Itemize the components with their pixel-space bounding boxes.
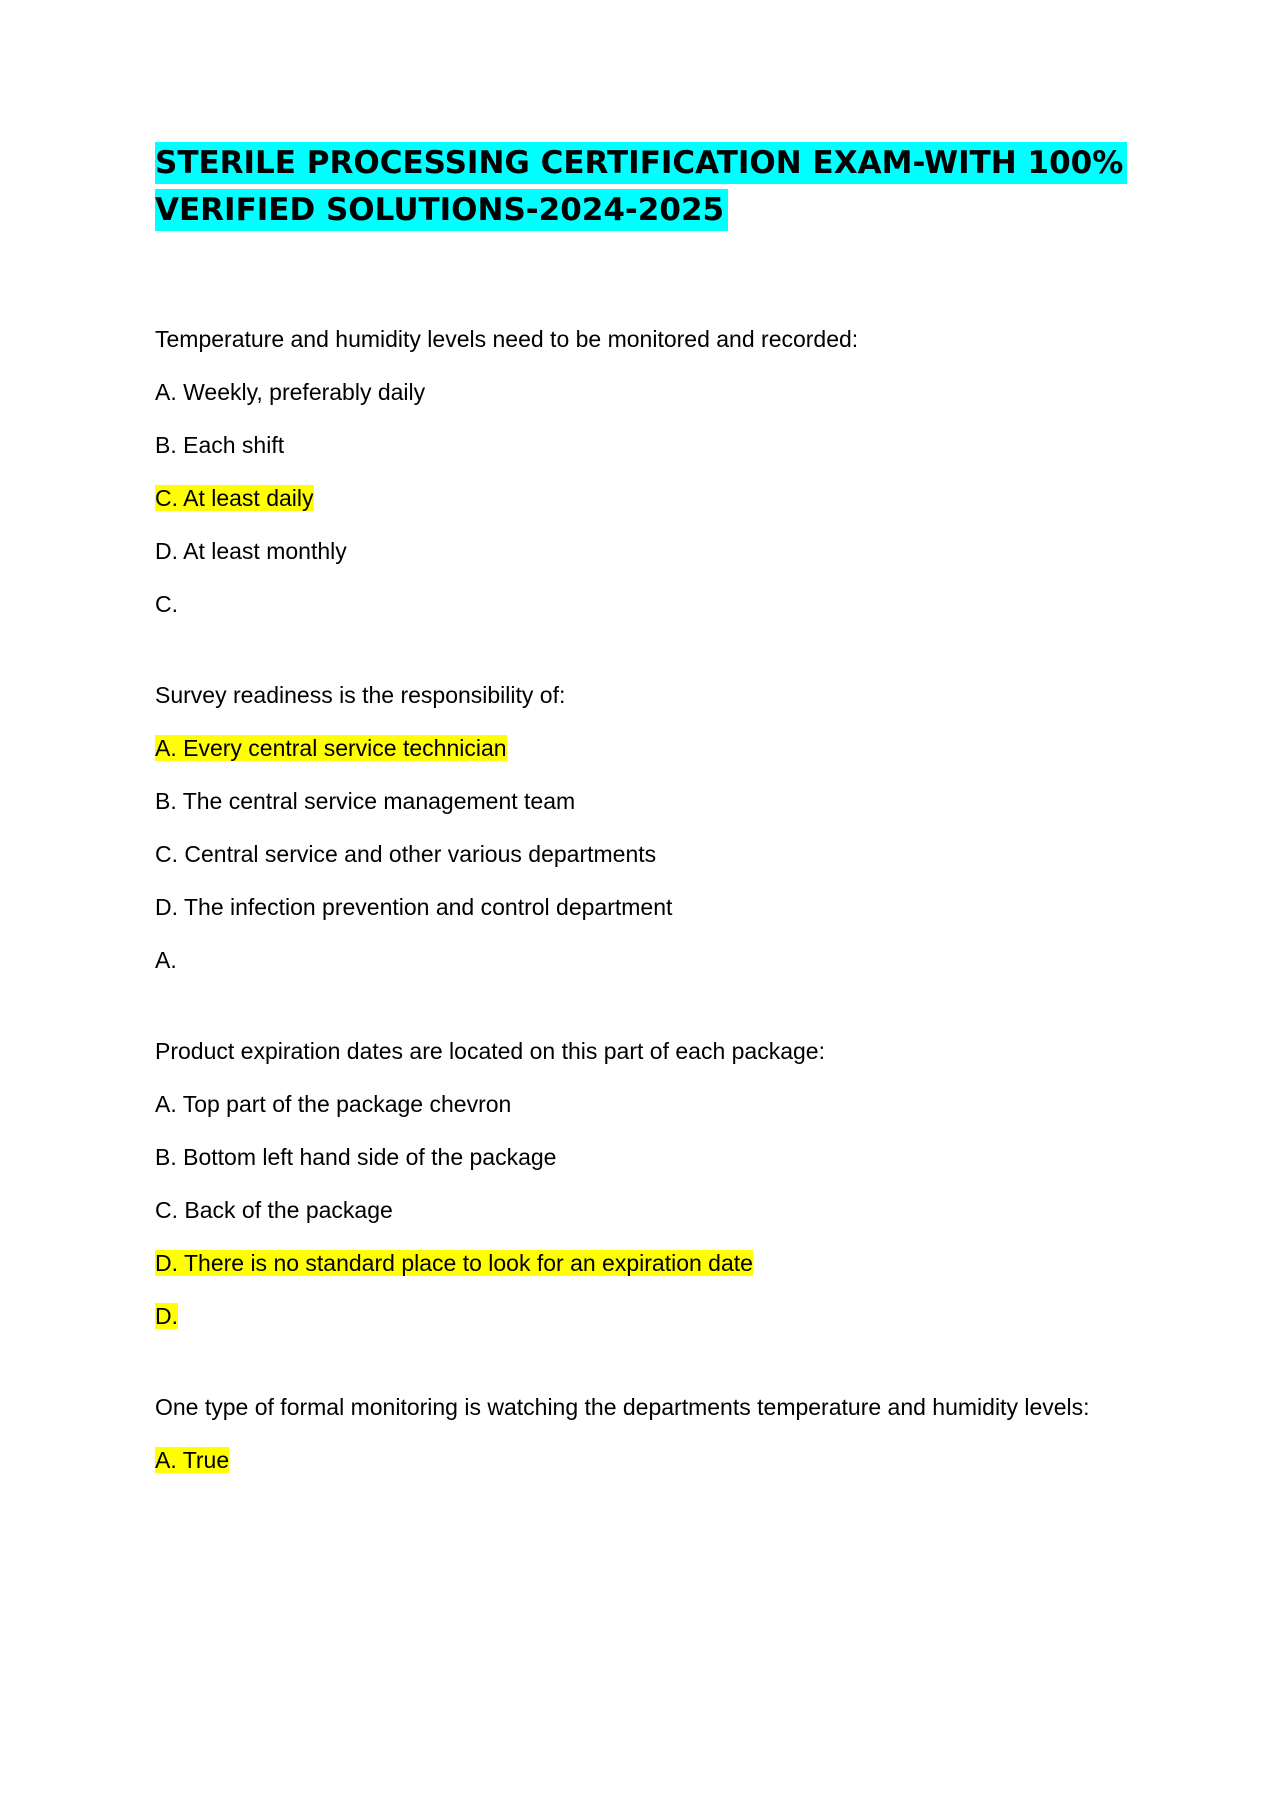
question-prompt: One type of formal monitoring is watching the departments temperature and humidity levels: (155, 1394, 1090, 1420)
document-title (155, 140, 1125, 234)
question-3 (155, 1034, 1125, 1334)
option-b (155, 428, 1125, 463)
question-prompt: Product expiration dates are located on this part of each package: (155, 1038, 825, 1064)
question-2 (155, 678, 1125, 978)
option-d (155, 534, 1125, 569)
title-line-1: STERILE PROCESSING CERTIFICATION EXAM-WITH 100% (155, 145, 1124, 181)
option-d (155, 890, 1125, 925)
option-text-highlighted: A. Every central service technician (155, 735, 507, 761)
title-highlight (155, 142, 1127, 231)
option-text-highlighted: D. There is no standard place to look for an expiration date (155, 1250, 753, 1276)
answer-text: C. (155, 591, 178, 617)
option-text-highlighted: A. True (155, 1447, 230, 1473)
answer-text-highlighted: D. (155, 1303, 178, 1329)
option-a (155, 731, 1125, 766)
question-prompt: Temperature and humidity levels need to be monitored and recorded: (155, 326, 859, 352)
answer-text: A. (155, 947, 177, 973)
option-text: D. The infection prevention and control department (155, 894, 673, 920)
answer-key (155, 943, 1125, 978)
option-text: D. At least monthly (155, 538, 347, 564)
option-b (155, 784, 1125, 819)
title-line-2: VERIFIED SOLUTIONS-2024-2025 (155, 192, 725, 228)
option-text: A. Weekly, preferably daily (155, 379, 426, 405)
answer-key (155, 587, 1125, 622)
option-text: C. Central service and other various departments (155, 841, 657, 867)
question-1 (155, 322, 1125, 622)
option-text-highlighted: C. At least daily (155, 485, 314, 511)
option-text: A. Top part of the package chevron (155, 1091, 512, 1117)
option-a (155, 1443, 1125, 1478)
answer-key (155, 1299, 1125, 1334)
option-a (155, 375, 1125, 410)
option-c (155, 481, 1125, 516)
option-b (155, 1140, 1125, 1175)
option-c (155, 837, 1125, 872)
option-text: C. Back of the package (155, 1197, 393, 1223)
option-text: B. Each shift (155, 432, 285, 458)
option-d (155, 1246, 1125, 1281)
question-4 (155, 1390, 1125, 1478)
document-content (155, 140, 1125, 1496)
option-text: B. Bottom left hand side of the package (155, 1144, 557, 1170)
option-text: B. The central service management team (155, 788, 576, 814)
option-c (155, 1193, 1125, 1228)
question-prompt: Survey readiness is the responsibility of: (155, 682, 566, 708)
option-a (155, 1087, 1125, 1122)
